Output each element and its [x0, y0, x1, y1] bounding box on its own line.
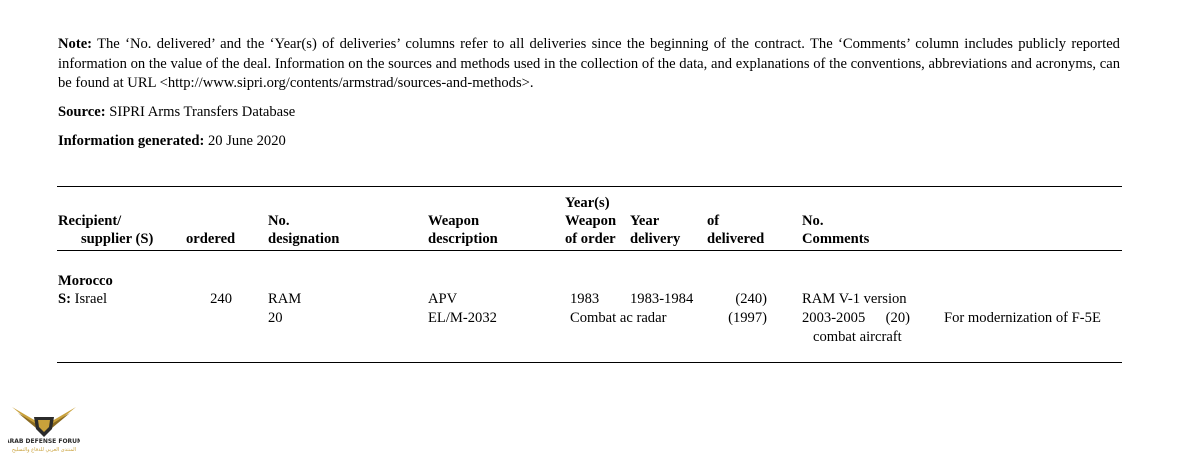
source-line [58, 104, 295, 121]
table-row-2-comment: For modernization of F-5E [944, 310, 1101, 326]
table-bottom-rule [57, 362, 1122, 363]
header-ordered: ordered [186, 231, 236, 247]
header-delivered: delivered [707, 231, 765, 247]
supplier-name: Israel [74, 291, 108, 307]
supplier-line [58, 291, 107, 308]
table-row-1-designation: RAM [268, 291, 302, 307]
generated-line [58, 133, 286, 150]
table-row-2-years-delivery: 2003-2005 [802, 310, 866, 326]
eagle-emblem-icon [8, 403, 80, 459]
table-row-1-description: APV [428, 291, 458, 307]
header-year: Year [630, 213, 660, 229]
logo-text-line-1: ARAB DEFENSE FORUM [8, 438, 80, 445]
note-label: Note: [58, 36, 93, 52]
table-row-1-year-order: 1983 [570, 291, 600, 307]
header-recipient: Recipient/ [58, 213, 122, 229]
table-row-2-comment-cont: combat aircraft [813, 329, 902, 345]
header-no-2: No. [802, 213, 824, 229]
table-header-rule [57, 250, 1122, 251]
header-comments: Comments [802, 231, 870, 247]
header-of: of [707, 213, 720, 229]
header-weapon: Weapon [428, 213, 480, 229]
note-text: The ‘No. delivered’ and the ‘Year(s) of deliveries’ columns refer to all deliveries since the beginning of the contract. The ‘Comments’ column includes publicly reported information on the value of the deal. Information on the sources and methods used in the collection of the data, and explanations of the conventions, abbreviations and acronyms, can be found at URL <http://www.sipri.org/contents/armstrad/sources-and-methods>. [58, 36, 1120, 91]
header-weapon-2: Weapon [565, 213, 617, 229]
generated-date: 20 June 2020 [207, 133, 286, 149]
header-years: Year(s) [565, 195, 610, 211]
table-top-rule [57, 186, 1122, 187]
header-description: description [428, 231, 498, 247]
logo-text-line-2: المنتدى العربي للدفاع والتسليح [11, 447, 77, 453]
table-row-2-designation: EL/M-2032 [428, 310, 497, 326]
header-delivery: delivery [630, 231, 681, 247]
header-no: No. [268, 213, 290, 229]
table-row-2-year-order: (1997) [728, 310, 767, 326]
arab-defense-forum-logo [8, 403, 80, 459]
table-row-1-years-delivery: 1983-1984 [630, 291, 694, 307]
source-text: SIPRI Arms Transfers Database [109, 104, 296, 120]
header-of-order: of order [565, 231, 616, 247]
header-designation: designation [268, 231, 340, 247]
source-label: Source: [58, 104, 106, 120]
table-row-2-delivered: (20) [885, 310, 910, 326]
supplier-label: S: [58, 291, 71, 307]
table-row-1-ordered: 240 [210, 291, 232, 307]
table-row-1-delivered: (240) [735, 291, 767, 307]
table-row-2-description: Combat ac radar [570, 310, 667, 326]
note-paragraph [58, 35, 1120, 94]
table-row-1-comment: RAM V-1 version [802, 291, 907, 307]
header-supplier: supplier (S) [81, 231, 154, 247]
table-row-2-ordered: 20 [268, 310, 283, 326]
recipient-name: Morocco [58, 273, 113, 289]
generated-label: Information generated: [58, 133, 205, 149]
